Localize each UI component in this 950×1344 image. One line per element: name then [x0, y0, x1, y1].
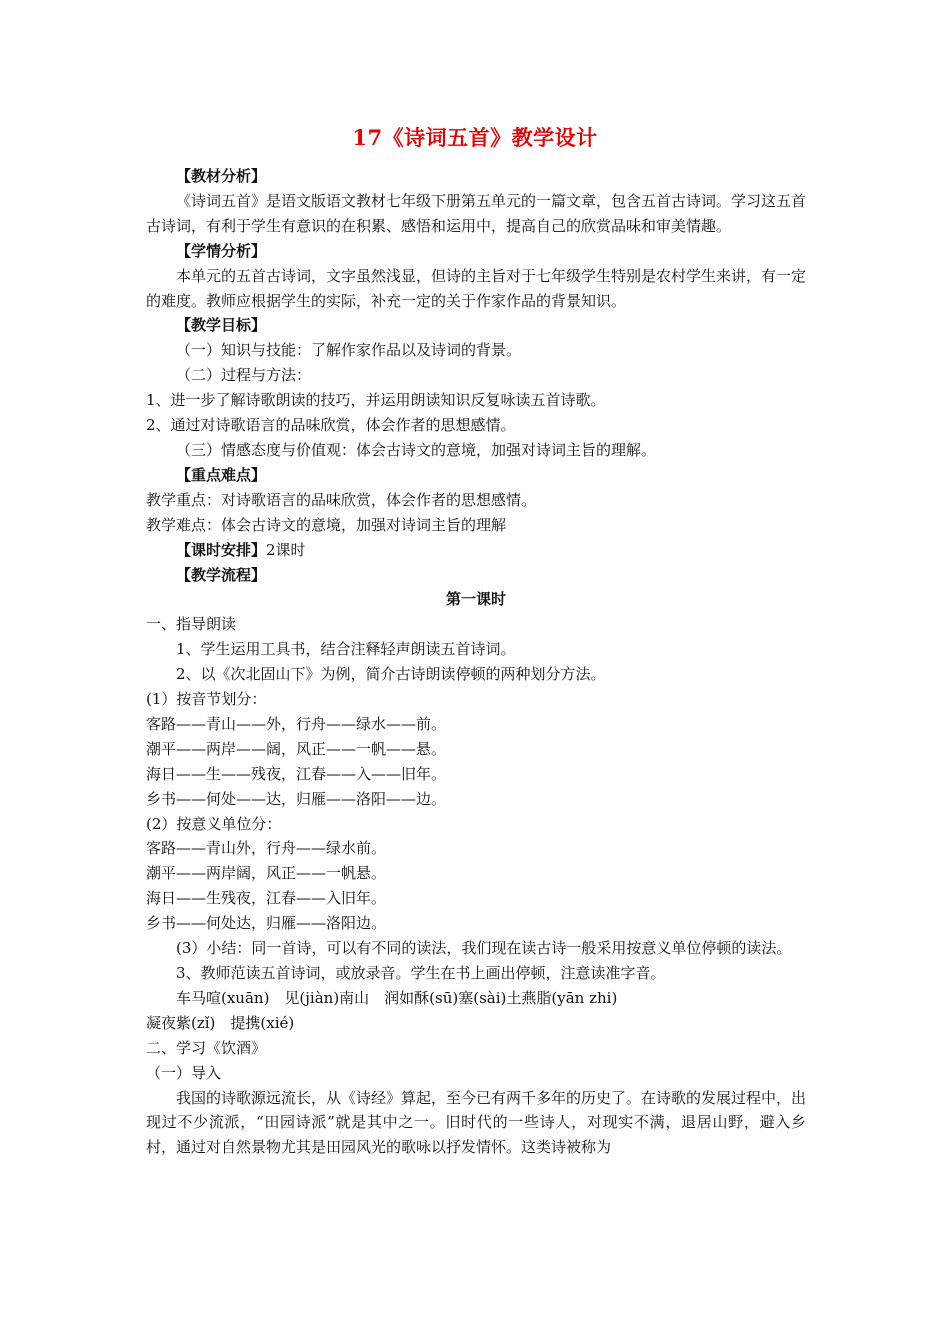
poem-line: 潮平——两岸阔，风正——一帆悬。 [146, 864, 387, 883]
lesson-title: 第一课时 [445, 590, 506, 609]
lesson-line: 一、指导朗读 [146, 615, 237, 634]
class-hours-line [146, 538, 806, 563]
document-title: 17《诗词五首》教学设计 [352, 125, 598, 150]
learner-analysis-text: 本单元的五首古诗词，文字虽然浅显，但诗的主旨对于七年级学生特别是农村学生来讲，有一定的难度。教师应根据学生的实际，补充一定的关于作家作品的背景知识。 [146, 266, 807, 310]
pronunciation-line: 车马喧(xuān) 见(jiàn)南山 润如酥(sū)塞(sài)土燕脂(yān zhi) [176, 988, 618, 1007]
lesson-line: 2、以《次北固山下》为例，简介古诗朗读停顿的两种划分方法。 [176, 665, 606, 684]
goal-line: 1、进一步了解诗歌朗读的技巧，并运用朗读知识反复咏读五首诗歌。 [146, 391, 606, 410]
document-body [146, 164, 806, 1160]
poem-line: 乡书——何处达，归雁——洛阳边。 [146, 914, 387, 933]
key-point-line: 教学重点：对诗歌语言的品味欣赏，体会作者的思想感情。 [146, 490, 537, 509]
pronunciation-line: 凝夜紫(zǐ) 提携(xié) [146, 1013, 295, 1032]
heading-key-points: 【重点难点】 [176, 465, 267, 484]
goal-line: （三）情感态度与价值观：体会古诗文的意境，加强对诗词主旨的理解。 [176, 440, 657, 459]
lesson-line: （一）导入 [146, 1063, 222, 1082]
lesson-line: (1）按音节划分： [146, 690, 267, 709]
heading-teaching-process: 【教学流程】 [176, 565, 267, 584]
textbook-analysis-text: 《诗词五首》是语文版语文教材七年级下册第五单元的一篇文章，包含五首古诗词。学习这五首古诗词，有利于学生有意识的在积累、感悟和运用中，提高自己的欣赏品味和审美情趣。 [146, 191, 807, 235]
poem-line: 潮平——两岸——阔，风正——一帆——悬。 [146, 739, 447, 758]
goal-line: （二）过程与方法： [176, 366, 312, 385]
heading-teaching-goals: 【教学目标】 [176, 316, 267, 335]
heading-learner-analysis: 【学情分析】 [176, 241, 267, 260]
poem-line: 乡书——何处——达，归雁——洛阳——边。 [146, 789, 447, 808]
lesson-line: 1、学生运用工具书，结合注释轻声朗读五首诗词。 [176, 640, 516, 659]
poem-line: 海日——生——残夜，江春——入——旧年。 [146, 764, 447, 783]
lesson-line: (2）按意义单位分： [146, 814, 282, 833]
intro-text: 我国的诗歌源远流长，从《诗经》算起，至今已有两千多年的历史了。在诗歌的发展过程中，出现过不少流派，“田园诗派”就是其中之一。旧时代的一些诗人，对现实不满，退居山野，避入乡村，通过对自然景物尤其是田园风光的歌咏以抒发情怀。这类诗被称为 [146, 1088, 807, 1157]
poem-line: 海日——生残夜，江春——入旧年。 [146, 889, 387, 908]
key-point-line: 教学难点：体会古诗文的意境，加强对诗词主旨的理解 [146, 515, 507, 534]
lesson-line: 二、学习《饮酒》 [146, 1038, 267, 1057]
goal-line: 2、通过对诗歌语言的品味欣赏，体会作者的思想感情。 [146, 416, 516, 435]
class-hours-value: 2课时 [266, 540, 306, 559]
summary-text: (3）小结：同一首诗，可以有不同的读法，我们现在读古诗一般采用按意义单位停顿的读法。 [176, 939, 792, 958]
poem-line: 客路——青山外，行舟——绿水前。 [146, 839, 387, 858]
heading-class-hours: 【课时安排】 [176, 540, 267, 559]
goal-line: （一）知识与技能：了解作家作品以及诗词的背景。 [176, 341, 522, 360]
lesson-line: 3、教师范读五首诗词，或放录音。学生在书上画出停顿，注意读准字音。 [176, 964, 666, 982]
heading-textbook-analysis: 【教材分析】 [176, 167, 267, 185]
poem-line: 客路——青山——外，行舟——绿水——前。 [146, 714, 447, 733]
